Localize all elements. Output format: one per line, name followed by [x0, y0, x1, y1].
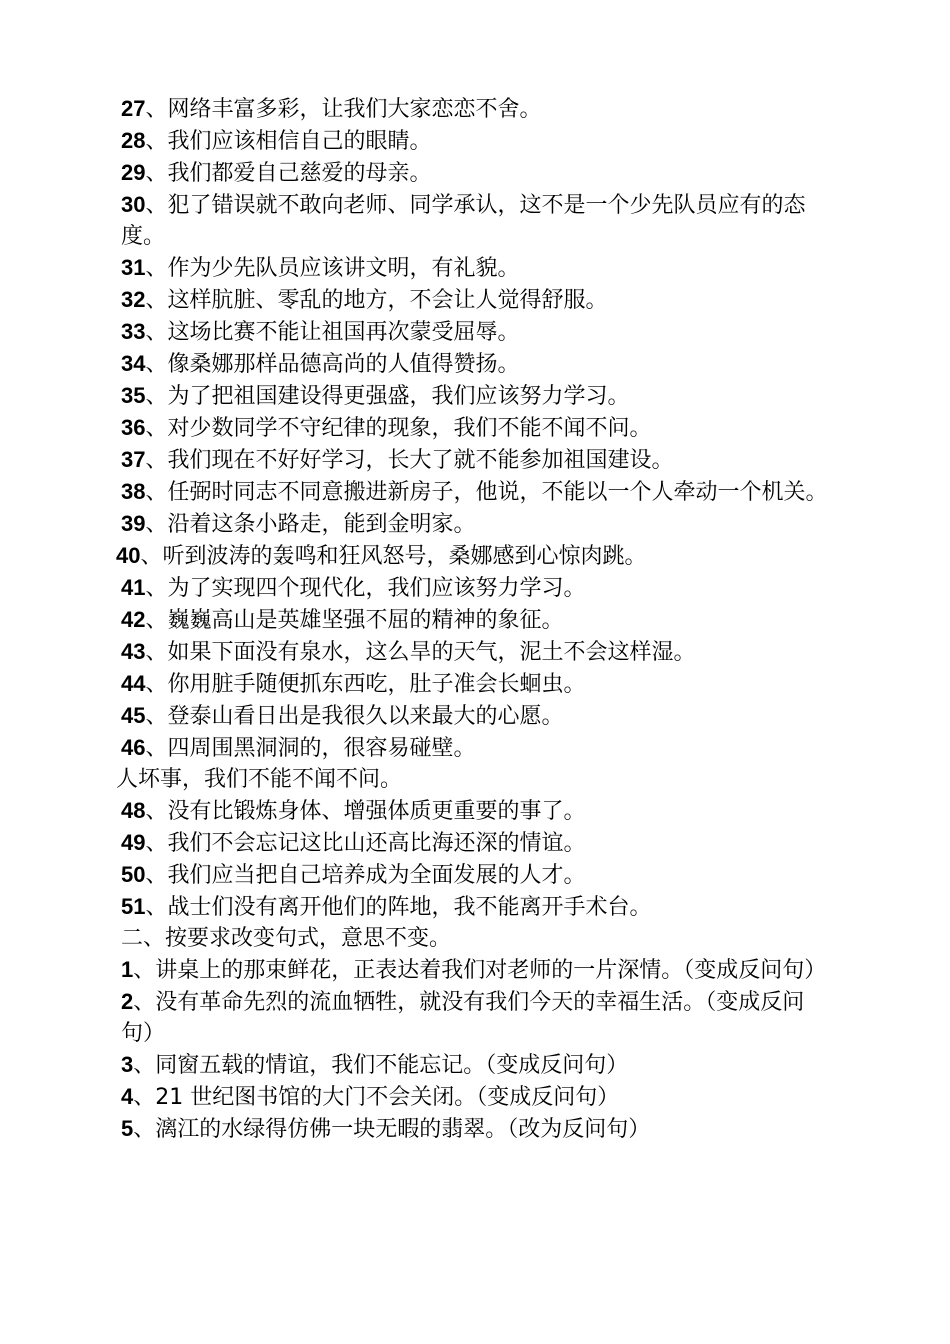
text-line: [116, 700, 836, 732]
text-line: [116, 891, 836, 923]
text-line: [116, 189, 836, 252]
item-text: 、网络丰富多彩，让我们大家恋恋不舍。: [145, 97, 542, 122]
item-text: 、如果下面没有泉水，这么旱的天气，泥土不会这样湿。: [145, 640, 696, 665]
item-number: 4: [121, 1084, 134, 1109]
item-text: 二、按要求改变句式，意思不变。: [121, 926, 452, 951]
item-number: 5: [121, 1116, 134, 1141]
item-text: 、你用脏手随便抓东西吃，肚子准会长蛔虫。: [145, 672, 586, 697]
item-number: 30: [121, 192, 146, 217]
item-number: 35: [121, 383, 146, 408]
item-text: 、对少数同学不守纪律的现象，我们不能不闻不问。: [145, 416, 652, 441]
item-number: 37: [121, 447, 146, 472]
item-number: 34: [121, 351, 146, 376]
item-number: 27: [121, 96, 146, 121]
text-line: [116, 636, 836, 668]
text-line: [116, 795, 836, 827]
item-text: 、登泰山看日出是我很久以来最大的心愿。: [145, 704, 564, 729]
text-line: [116, 316, 836, 348]
text-line: [116, 859, 836, 891]
item-text: 、我们都爱自己慈爱的母亲。: [145, 161, 432, 186]
item-number: 1: [121, 957, 134, 982]
item-text: 、为了把祖国建设得更强盛，我们应该努力学习。: [145, 384, 630, 409]
item-text: 、我们不会忘记这比山还高比海还深的情谊。: [145, 831, 586, 856]
item-text: 、为了实现四个现代化，我们应该努力学习。: [145, 576, 586, 601]
text-line: [116, 476, 836, 508]
text-line: [116, 923, 836, 954]
item-text: 、我们应该相信自己的眼睛。: [145, 129, 432, 154]
text-line: [116, 252, 836, 284]
item-text: 、没有革命先烈的流血牺牲，就没有我们今天的幸福生活。（变成反问句）: [121, 990, 805, 1046]
item-number: 31: [121, 255, 146, 280]
item-number: 38: [121, 479, 146, 504]
item-number: 36: [121, 415, 146, 440]
item-text: 、我们应当把自己培养成为全面发展的人才。: [145, 863, 586, 888]
item-text: 、讲桌上的那束鲜花，正表达着我们对老师的一片深情。（变成反问句）: [133, 958, 827, 983]
text-line: [116, 986, 836, 1049]
text-line: [116, 732, 836, 764]
item-text: 、作为少先队员应该讲文明，有礼貌。: [145, 256, 520, 281]
item-number: 49: [121, 830, 146, 855]
item-number: 32: [121, 287, 146, 312]
text-line: [116, 444, 836, 476]
item-number: 44: [121, 671, 146, 696]
item-number: 42: [121, 607, 146, 632]
text-line: [116, 1049, 836, 1081]
item-text: 、这场比赛不能让祖国再次蒙受屈辱。: [145, 320, 520, 345]
text-line: [116, 412, 836, 444]
text-line: [116, 157, 836, 189]
item-number: 43: [121, 639, 146, 664]
text-line: [116, 508, 836, 540]
item-number: 41: [121, 575, 146, 600]
item-text: 、这样肮脏、零乱的地方，不会让人觉得舒服。: [145, 288, 608, 313]
document-page: [116, 93, 836, 1145]
item-text: 、犯了错误就不敢向老师、同学承认，这不是一个少先队员应有的态度。: [121, 193, 806, 249]
item-text: 、战士们没有离开他们的阵地，我不能离开手术台。: [145, 895, 652, 920]
item-number: 48: [121, 798, 146, 823]
item-text: 、我们现在不好好学习，长大了就不能参加祖国建设。: [145, 448, 674, 473]
item-text: 、沿着这条小路走，能到金明家。: [145, 512, 476, 537]
item-text: 、同窗五载的情谊，我们不能忘记。（变成反问句）: [133, 1053, 629, 1078]
item-number: 39: [121, 511, 146, 536]
item-number: 33: [121, 319, 146, 344]
text-line: [116, 540, 836, 572]
text-line: [116, 93, 836, 125]
text-line: [116, 668, 836, 700]
text-line: [116, 348, 836, 380]
item-text: 、任弼时同志不同意搬进新房子，他说，不能以一个人牵动一个机关。: [145, 480, 828, 505]
item-text: 、四周围黑洞洞的，很容易碰壁。: [145, 736, 476, 761]
item-number: 29: [121, 160, 146, 185]
item-number: 50: [121, 862, 146, 887]
item-number: 28: [121, 128, 146, 153]
item-number: 2: [121, 989, 134, 1014]
text-line: [116, 380, 836, 412]
item-number: 3: [121, 1052, 134, 1077]
text-line: [116, 954, 836, 986]
item-number: 40: [116, 543, 141, 568]
text-line: [116, 125, 836, 157]
item-text: 、像桑娜那样品德高尚的人值得赞扬。: [145, 352, 520, 377]
item-text: 、21 世纪图书馆的大门不会关闭。（变成反问句）: [133, 1085, 620, 1110]
text-line: [116, 827, 836, 859]
text-line: [116, 572, 836, 604]
item-text: 人坏事，我们不能不闻不问。: [116, 767, 403, 792]
item-text: 、漓江的水绿得仿佛一块无暇的翡翠。（改为反问句）: [133, 1117, 651, 1142]
item-text: 、巍巍高山是英雄坚强不屈的精神的象征。: [145, 608, 564, 633]
item-number: 45: [121, 703, 146, 728]
item-text: 、听到波涛的轰鸣和狂风怒号，桑娜感到心惊肉跳。: [140, 544, 647, 569]
item-number: 46: [121, 735, 146, 760]
text-line: [116, 604, 836, 636]
item-text: 、没有比锻炼身体、增强体质更重要的事了。: [145, 799, 586, 824]
text-line: [116, 284, 836, 316]
text-line: [116, 1113, 836, 1145]
text-line: [116, 1081, 836, 1113]
item-number: 51: [121, 894, 146, 919]
text-line: [116, 764, 836, 795]
